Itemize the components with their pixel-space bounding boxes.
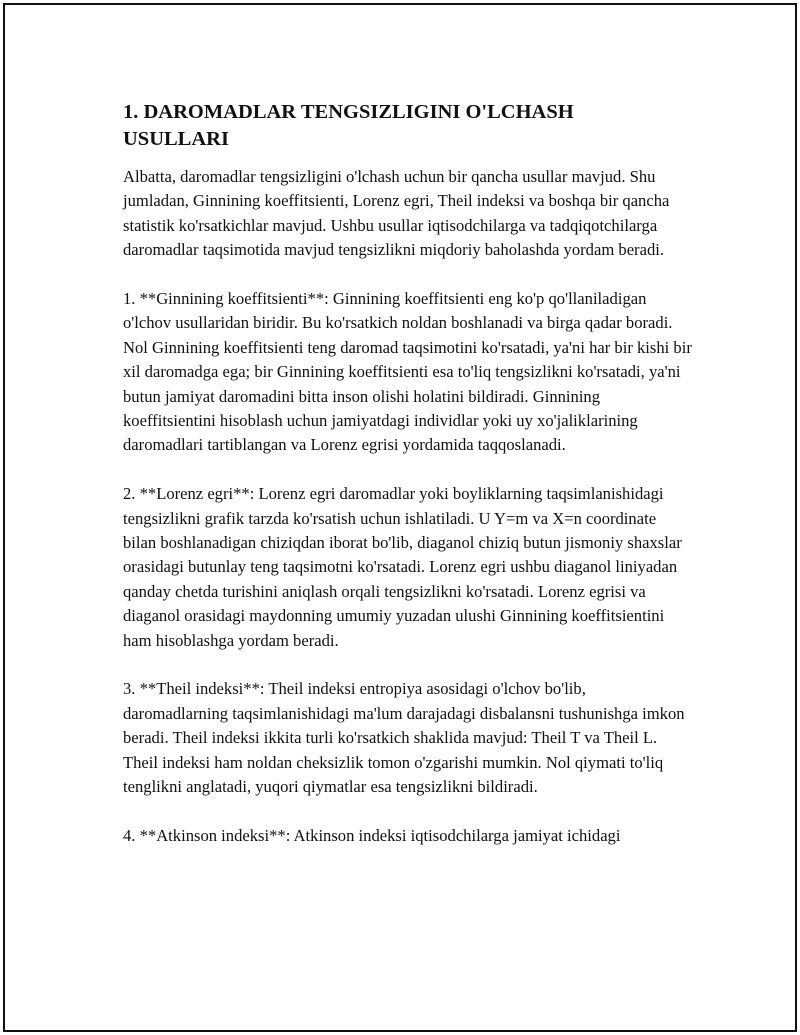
lorenz-paragraph: 2. **Lorenz egri**: Lorenz egri daromadlar yoki boyliklarning taqsimlanishidagi tengsizlikni grafik tarzda ko'rsatish uchun ishlatiladi. U Y=m va X=n coordinate bilan boshlanadigan chiziqdan iborat bo'lib, diaganol chiziq butun jismoniy shaxslar orasidagi butunlay teng taqsimotni ko'rsatadi. Lorenz egri ushbu diaganol liniyadan qanday chetda turishini aniqlash orqali tengsizlikni ko'rsatadi. Lorenz egrisi va diaganol orasidagi maydonning umumiy yuzadan ulushi Ginnining koeffitsientini ham hisoblashga yordam beradi. (123, 484, 682, 650)
intro-paragraph: Albatta, daromadlar tengsizligini o'lchash uchun bir qancha usullar mavjud. Shu jumladan, Ginnining koeffitsienti, Lorenz egri, Theil indeksi va boshqa bir qancha statistik ko'rsatkichlar mavjud. Ushbu usullar iqtisodchilarga va tadqiqotchilarga daromadlar taqsimotida mavjud tengsizlikni miqdoriy baholashda yordam beradi. (123, 167, 670, 260)
page-frame (3, 3, 797, 1032)
document-body (123, 99, 693, 873)
atkinson-paragraph: 4. **Atkinson indeksi**: Atkinson indeksi iqtisodchilarga jamiyat ichidagi (123, 825, 621, 845)
gini-paragraph: 1. **Ginnining koeffitsienti**: Ginnining koeffitsienti eng ko'p qo'llaniladigan o'lchov usullaridan biridir. Bu ko'rsatkich noldan boshlanadi va birga qadar boradi. Nol Ginnining koeffitsienti teng daromad taqsimotini ko'rsatadi, ya'ni har bir kishi bir xil daromadga ega; bir Ginnining koeffitsienti esa to'liq tengsizlikni ko'rsatadi, ya'ni butun jamiyat daromadini bitta inson olishi holatini bildiradi. Ginnining koeffitsientini hisoblash uchun jamiyatdagi individlar yoki uy xo'jaliklarining daromadlari tartiblangan va Lorenz egrisi yordamida taqqoslanadi. (123, 289, 692, 455)
section-heading: 1. DAROMADLAR TENGSIZLIGINI O'LCHASH USULLARI (123, 101, 574, 150)
theil-paragraph: 3. **Theil indeksi**: Theil indeksi entropiya asosidagi o'lchov bo'lib, daromadlarning taqsimlanishidagi ma'lum darajadagi disbalansni tushunishga imkon beradi. Theil indeksi ikkita turli ko'rsatkich shaklida mavjud: Theil T va Theil L. Theil indeksi ham noldan cheksizlik tomon o'zgarishi mumkin. Nol qiymati to'liq tenglikni anglatadi, yuqori qiymatlar esa tengsizlikni bildiradi. (123, 679, 685, 797)
